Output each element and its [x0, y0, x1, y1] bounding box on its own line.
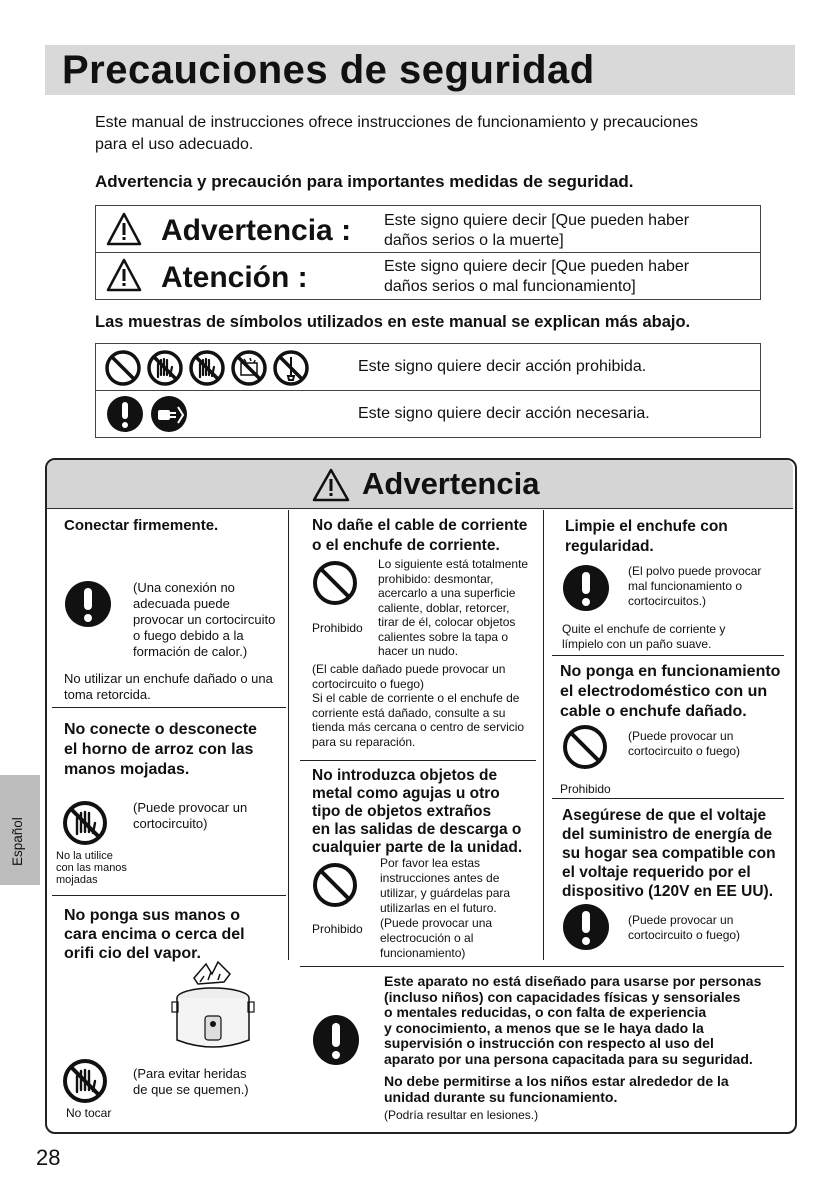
c2-s2-icon-label: Prohibido — [312, 922, 363, 936]
c2-s1-foot-line: para su reparación. — [312, 734, 416, 749]
symbols-heading: Las muestras de símbolos utilizados en este manual se explican más abajo. — [95, 313, 691, 331]
warning-label: Advertencia : — [161, 214, 352, 247]
c2-s1-icon-label: Prohibido — [312, 621, 363, 635]
bottom-bold2-line: No debe permitirse a los niños estar alrededor de la — [384, 1073, 729, 1089]
c2-s2-title-line: tipo de objetos extraños — [312, 803, 492, 820]
c3-s3-note-line: (Puede provocar un — [628, 913, 734, 927]
c2-s1-foot-line: tienda más cercana o centro de servicio — [312, 720, 525, 734]
levels-box — [95, 205, 761, 300]
c3-s1-title — [565, 517, 728, 557]
c1-s1-foot-line: No utilizar un enchufe dañado o una — [64, 671, 273, 686]
c3-s1-title-line: Limpie el enchufe con — [565, 518, 728, 535]
c1-s2-note — [133, 800, 247, 832]
c2-s1-text — [378, 557, 528, 659]
intro-subtitle: Advertencia y precaución para importantes medidas de seguridad. — [95, 172, 634, 191]
caution-desc-line-2: daños serios o mal funcionamiento] — [384, 278, 636, 295]
c3-s2-icon-label: Prohibido — [560, 782, 611, 796]
prohibited-icon — [104, 349, 142, 387]
mandatory-icon — [106, 395, 144, 433]
c3-s3-note-line: cortocircuito o fuego) — [628, 928, 741, 942]
bottom-bold2-line: unidad durante su funcionamiento. — [384, 1089, 618, 1105]
c2-s2-text-line: utilizarlas en el futuro. — [380, 901, 497, 915]
c3-s1-note-line: cortocircuitos.) — [628, 594, 707, 608]
c2-s1-text-line: prohibido: desmontar, — [378, 571, 494, 586]
caution-triangle-icon — [106, 258, 142, 292]
warning-section-triangle-icon — [312, 468, 350, 502]
page-number: 28 — [36, 1145, 61, 1170]
c2-s1-foot — [312, 662, 524, 749]
c2-s2-title-line: cualquier parte de la unidad. — [312, 839, 523, 856]
c3-s2-note-line: cortocircuito o fuego) — [628, 744, 741, 758]
c1-s2-icon-label-line: con las manos — [56, 862, 127, 874]
c3-s1-mandatory-icon — [562, 564, 610, 612]
c2-s2-title-line: en las salidas de descarga o — [312, 821, 522, 838]
c1-s1-note-line: provocar un cortocircuito — [133, 612, 276, 627]
c3-s3-note — [628, 913, 740, 943]
c1-s1-note-line: (Una conexión no — [133, 580, 235, 595]
c2-s2-text — [380, 856, 510, 961]
c1-s2-title — [64, 720, 257, 780]
c3-s1-title-line: regularidad. — [565, 538, 654, 555]
c1-s1-title: Conectar firmemente. — [64, 517, 219, 534]
symbols-box — [95, 343, 761, 438]
c3-s3-title-line: Asegúrese de que el voltaje — [562, 807, 767, 824]
c1-s3-title-line: orifi cio del vapor. — [64, 945, 201, 962]
c2-s1-foot-line: Si el cable de corriente o el enchufe de — [312, 691, 520, 705]
c1-s2-note-line: cortocircuito) — [133, 816, 208, 831]
bottom-bold-line: (incluso niños) con capacidades físicas y sensoriales — [384, 988, 741, 1005]
bottom-bold-line: supervisión o instrucción con respecto al uso del — [384, 1035, 714, 1051]
bottom-bold-text-2 — [384, 1073, 729, 1105]
intro-text — [95, 112, 785, 156]
c3-s3-mandatory-icon — [562, 903, 610, 951]
c2-s2-title-line: No introduzca objetos de — [312, 767, 498, 784]
c3-s1-foot-line: Quite el enchufe de corriente y — [562, 622, 726, 636]
c2-s1-text-line: hacer un nudo. — [378, 644, 459, 658]
bottom-mandatory-icon — [312, 1014, 360, 1066]
c3-s2-note — [628, 729, 740, 759]
c1-s1-foot-line: toma retorcida. — [64, 687, 151, 702]
c1-s2-icon-label — [56, 850, 127, 886]
intro-line-2: para el uso adecuado. — [95, 136, 254, 153]
c1-s2-title-line: No conecte o desconecte — [64, 721, 257, 738]
no-touch-icon — [188, 349, 226, 387]
c1-s1-foot — [64, 671, 273, 703]
caution-desc — [384, 257, 689, 297]
c1-s2-no-wet-hands-icon — [62, 800, 108, 846]
page-title: Precauciones de seguridad — [62, 48, 595, 92]
c3-s2-title — [560, 662, 780, 722]
c1-s3-title-line: cara encima o cerca del — [64, 926, 245, 943]
c2-s2-text-line: funcionamiento) — [380, 946, 466, 960]
c3-s3-title-line: su hogar sea compatible con — [562, 845, 776, 862]
c1-s2-title-line: el horno de arroz con las — [64, 741, 254, 758]
c3-s3-title-line: del suministro de energía de — [562, 826, 773, 843]
c1-s3-no-touch-icon — [62, 1058, 108, 1104]
c1-s2-note-line: (Puede provocar un — [133, 800, 248, 815]
c1-s3-title-line: No ponga sus manos o — [64, 907, 241, 924]
c2-s1-text-line: caliente, doblar, retorcer, — [378, 600, 510, 615]
c2-s2-text-line: electrocución o al — [380, 931, 474, 945]
c1-s3-note — [133, 1066, 249, 1098]
no-water-icon — [230, 349, 268, 387]
c2-s1-text-line: calientes sobre la tapa o — [378, 629, 509, 644]
warning-triangle-icon — [106, 212, 142, 246]
c2-s1-foot-line: corriente está dañado, consulte a su — [312, 705, 506, 720]
bottom-bold-line: aparato por una persona capacitada para su seguridad. — [384, 1050, 753, 1067]
c1-s1-note-line: formación de calor.) — [133, 644, 248, 659]
bottom-bold-text-1 — [384, 974, 761, 1067]
no-disassemble-icon — [272, 349, 310, 387]
unplug-icon — [150, 395, 188, 433]
c1-s3-icon-label: No tocar — [66, 1106, 112, 1120]
warning-section-title: Advertencia — [362, 466, 540, 501]
required-icons — [106, 395, 188, 433]
c2-s1-foot-line: cortocircuito o fuego) — [312, 676, 425, 691]
c1-s1-note-line: adecuada puede — [133, 596, 230, 611]
c3-s3-title-line: el voltaje requerido por el — [562, 864, 751, 881]
c2-s2-prohibited-icon — [312, 862, 358, 908]
warning-desc-line-2: daños serios o la muerte] — [384, 232, 564, 249]
c1-s2-title-line: manos mojadas. — [64, 761, 190, 778]
prohibited-icons — [104, 349, 310, 387]
c3-s1-foot-line: límpielo con un paño suave. — [562, 637, 712, 651]
intro-line-1: Este manual de instrucciones ofrece instrucciones de funcionamiento y precauciones — [95, 114, 698, 131]
c3-s1-foot — [562, 622, 725, 652]
bottom-note: (Podría resultar en lesiones.) — [384, 1108, 539, 1122]
c1-s3-note-line: de que se quemen.) — [133, 1082, 249, 1097]
c3-s1-note-line: mal funcionamiento o — [628, 579, 743, 593]
c1-s2-icon-label-line: mojadas — [56, 874, 98, 886]
c2-s1-text-line: acercarlo a una superficie — [378, 586, 516, 600]
bottom-bold-line: Este aparato no está diseñado para usarse por personas — [384, 973, 762, 989]
c2-s2-title-line: metal como agujas u otro — [312, 785, 500, 802]
c1-s3-note-line: (Para evitar heridas — [133, 1066, 247, 1081]
c3-s1-note-line: (El polvo puede provocar — [628, 564, 762, 578]
c3-s2-note-line: (Puede provocar un — [628, 729, 734, 743]
rice-cooker-steam-illustration — [168, 958, 258, 1056]
c2-s1-text-line: tirar de él, colocar objetos — [378, 615, 516, 629]
warning-desc-line-1: Este signo quiere decir [Que pueden haber — [384, 212, 690, 229]
c3-s2-prohibited-icon — [562, 724, 608, 770]
c3-s2-title-line: No ponga en funcionamiento — [560, 663, 781, 680]
c1-s1-note-line: o fuego debido a la — [133, 628, 244, 643]
bottom-bold-line: y conocimiento, a menos que se le haya dado la — [384, 1019, 704, 1036]
c3-s1-note — [628, 564, 761, 609]
warning-desc — [384, 211, 689, 251]
c3-s2-title-line: cable o enchufe dañado. — [560, 703, 747, 720]
c2-s1-prohibited-icon — [312, 560, 358, 606]
caution-desc-line-1: Este signo quiere decir [Que pueden haber — [384, 258, 690, 275]
prohibited-desc: Este signo quiere decir acción prohibida. — [358, 358, 647, 375]
caution-label: Atención : — [161, 261, 308, 294]
c2-s1-title-line: No dañe el cable de corriente — [312, 517, 528, 534]
c1-s3-title — [64, 906, 245, 963]
no-wet-hands-icon — [146, 349, 184, 387]
c1-s2-icon-label-line: No la utilice — [56, 850, 113, 862]
c3-s3-title-line: dispositivo (120V en EE UU). — [562, 883, 774, 900]
c2-s2-text-line: (Puede provocar una — [380, 916, 493, 930]
c3-s2-title-line: el electrodoméstico con un — [560, 683, 768, 700]
c2-s2-text-line: utilizar, y guárdelas para — [380, 886, 511, 900]
c2-s2-text-line: Por favor lea estas — [380, 856, 481, 870]
c2-s1-text-line: Lo siguiente está totalmente — [378, 557, 529, 571]
c1-s1-note — [133, 580, 275, 660]
c2-s2-title — [312, 767, 522, 857]
c2-s2-text-line: instrucciones antes de — [380, 871, 500, 885]
required-desc: Este signo quiere decir acción necesaria. — [358, 405, 650, 422]
bottom-bold-line: o mentales reducidas, o con falta de experiencia — [384, 1004, 707, 1020]
c2-s1-title-line: o el enchufe de corriente. — [312, 537, 500, 554]
c3-s3-title — [562, 806, 776, 901]
c2-s1-title — [312, 516, 527, 556]
language-label: Español — [10, 817, 25, 866]
c1-s1-mandatory-icon — [64, 580, 112, 628]
c2-s1-foot-line: (El cable dañado puede provocar un — [312, 662, 506, 676]
